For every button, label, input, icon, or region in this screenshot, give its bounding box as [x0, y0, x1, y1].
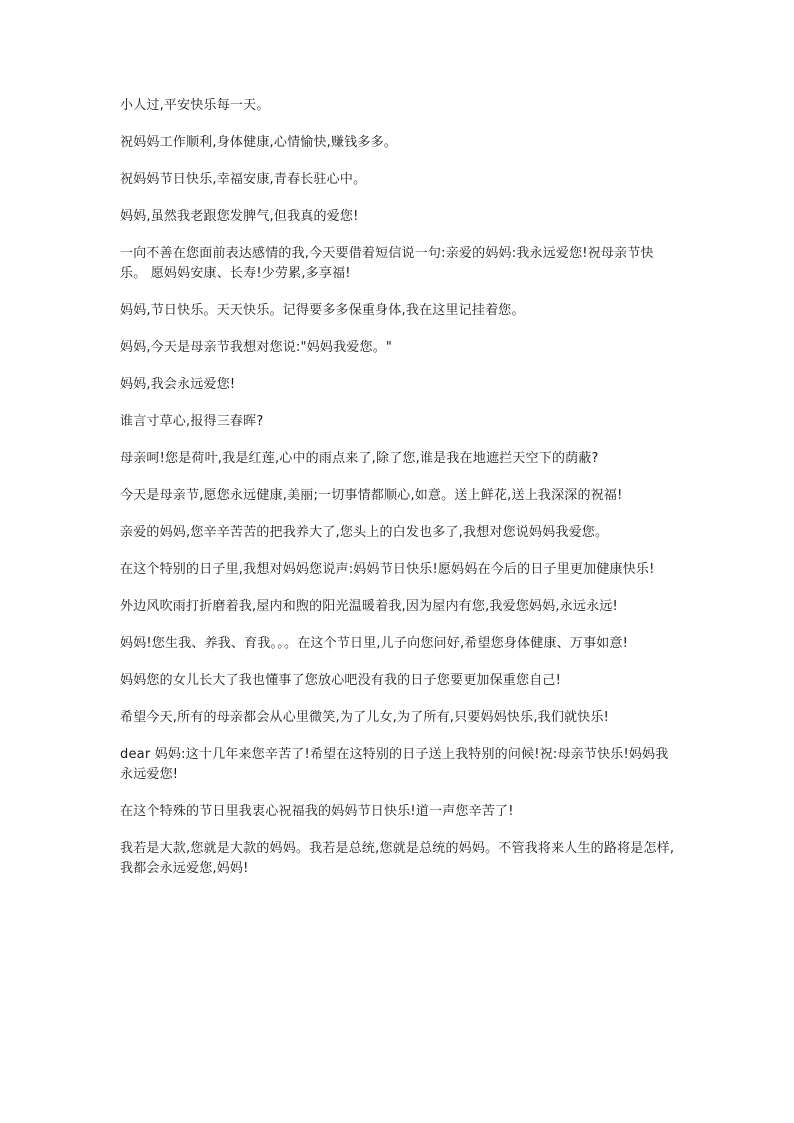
document-body — [120, 96, 680, 896]
paragraph-14: 外边风吹雨打折磨着我,屋内和煦的阳光温暖着我,因为屋内有您,我爱您妈妈,永远永远! — [120, 599, 618, 614]
paragraph-9: 谁言寸草心,报得三春晖? — [120, 414, 264, 429]
paragraph-10: 母亲呵!您是荷叶,我是红莲,心中的雨点来了,除了您,谁是我在地遮拦天空下的荫蔽? — [120, 451, 599, 466]
paragraph-7: 妈妈,今天是母亲节我想对您说:"妈妈我爱您。" — [120, 340, 393, 355]
paragraph-8: 妈妈,我会永远爱您! — [120, 377, 236, 392]
paragraph-17: 希望今天,所有的母亲都会从心里微笑,为了儿女,为了所有,只要妈妈快乐,我们就快乐! — [120, 710, 610, 725]
paragraph-15: 妈妈!您生我、养我、育我。。。在这个节日里,儿子向您问好,希望您身体健康、万事如意! — [120, 636, 629, 651]
paragraph-12: 亲爱的妈妈,您辛辛苦苦的把我养大了,您头上的白发也多了,我想对您说妈妈我爱您。 — [120, 525, 609, 540]
paragraph-19: 在这个特殊的节日里我衷心祝福我的妈妈节日快乐!道一声您辛苦了! — [120, 804, 514, 819]
paragraph-4: 妈妈,虽然我老跟您发脾气,但我真的爱您! — [120, 209, 359, 224]
paragraph-11: 今天是母亲节,愿您永远健康,美丽;一切事情都顺心,如意。送上鲜花,送上我深深的祝福! — [120, 488, 623, 503]
paragraph-1: 小人过,平安快乐每一天。 — [120, 98, 270, 113]
paragraph-5: 一向不善在您面前表达感情的我,今天要借着短信说一句:亲爱的妈妈:我永远爱您!祝母亲节快乐。 愿妈妈安康、长寿!少劳累,多享福! — [120, 246, 654, 281]
paragraph-6: 妈妈,节日快乐。天天快乐。记得要多多保重身体,我在这里记挂着您。 — [120, 303, 525, 318]
paragraph-16: 妈妈您的女儿长大了我也懂事了您放心吧没有我的日子您要更加保重您自己! — [120, 673, 562, 688]
paragraph-2: 祝妈妈工作顺利,身体健康,心情愉快,赚钱多多。 — [120, 135, 397, 150]
paragraph-20: 我若是大款,您就是大款的妈妈。我若是总统,您就是总统的妈妈。不管我将来人生的路将是怎样,我都会永远爱您,妈妈! — [120, 841, 675, 876]
paragraph-3: 祝妈妈节日快乐,幸福安康,青春长驻心中。 — [120, 172, 367, 187]
paragraph-13: 在这个特别的日子里,我想对妈妈您说声:妈妈节日快乐!愿妈妈在今后的日子里更加健康快乐! — [120, 562, 655, 577]
paragraph-18: dear 妈妈:这十几年来您辛苦了!希望在这特别的日子送上我特别的问候!祝:母亲节快乐!妈妈我永远爱您! — [120, 747, 669, 782]
